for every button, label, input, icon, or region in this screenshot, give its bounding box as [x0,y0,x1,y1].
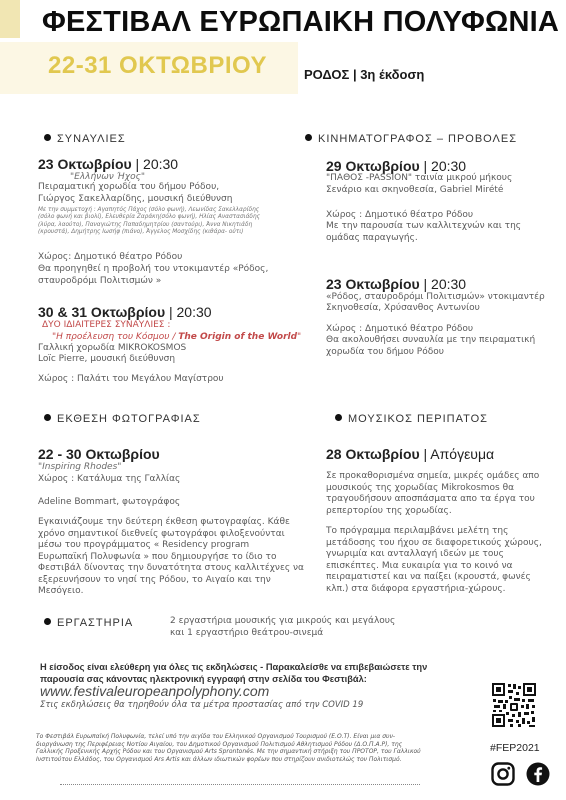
cinema2-venue: Χώρος : Δημοτικό θέατρο Ρόδου [326,324,474,334]
cinema2-film: «Ρόδος, σταυροδρόμι Πολιτισμών» ντοκιμαντέρ [326,292,545,302]
cinema1-director: Σενάριο και σκηνοθεσία, Gabriel Mirété [326,185,504,195]
concert2-work: "Η προέλευση του Κόσμου / The Origin of the World" [52,332,302,342]
festival-website-link[interactable]: www.festivaleuropeanpolyphony.com [40,683,270,699]
concert1-datetime: 23 Οκτωβρίου | 20:30 [38,156,179,172]
bullet-icon [335,414,342,421]
entry-notice: Η είσοδος είναι ελεύθερη για όλες τις εκδηλώσεις - Παρακαλείσθε να επιβεβαιώσετε την παρουσία σας κάνοντας ηλεκτρονική εγγραφή στην σελίδα του Φεστιβάλ: [40,662,428,684]
sponsors-text: Το Φεστιβάλ Ευρωπαϊκή Πολυφωνία, τελεί υπό την αιγίδα του Ελληνικού Οργανισμού Τουρισμού (Ε.Ο.Τ). Είναι μια συν- διοργάνωση της Περιφέρειας Νοτίου Αιγαίου, του Δημοτικού Οργανισμού Πολιτισμού Αθλητισμού Ρόδου (Δ.Ο.Π.Α.Ρ), της Γαλλικής Προξενικής Αρχής Ρόδου και του Οργανισμού Arts Sprontonés. Με την σημαντική στήριξη του ΠΡΟΤΟΡ, του Γαλλικού Ινστιτούτου Ελλάδος, του Οργανισμού Ars Artis και άλλων ιδιωτικών φορέων που στηρίζουν ανιδιοτελώς τον Πολιτισμό. [36,733,421,763]
photo-date: 22 - 30 Οκτωβρίου [38,446,160,462]
footer-divider [60,784,420,785]
photo-artist: Adeline Bommart, φωτογράφος [38,497,181,507]
qr-code-icon[interactable] [491,682,537,728]
photo-venue: Χώρος : Κατάλυμα της Γαλλίας [38,474,181,484]
bullet-icon [305,134,312,141]
facebook-icon[interactable] [526,762,550,786]
walk-description: Σε προκαθορισμένα σημεία, μικρές ομάδες απο μουσικούς της χορωδίας Mikrokosmos θα τραγουδήσουν αποσπάσματα απο τα έργα του ρεπερτορίου της χορωδίας. [326,471,540,516]
festival-title: ΦΕΣΤΙΒΑΛ ΕΥΡΩΠΑΙΚΗ ΠΟΛΥΦΩΝΙΑ [42,6,560,38]
cinema2-director: Σκηνοθεσία, Χρύσανθος Αντωνίου [326,303,480,313]
concert2-choir: Γαλλική χορωδία MIKROKOSMOS [38,343,187,353]
concert2-datetime: 30 & 31 Οκτωβρίου | 20:30 [38,304,212,320]
concert1-performers: Με την συμμετοχή : Αγαπητός Πάχος (σόλο φωνή), Λεωνίδας Σακελλαρίδης (σόλο φωνή και βιολί), Ελευθερία Ζαράκη(σόλο φωνή), Ηλίας Αναστασιάδης (λύρα, λαούτο), Παναγιώτης Παπαδημητρίου (σαντούρι), Άννα Νικητιάδη (κρουστά), Δημήτρης Ιωσήφ (πιάνο), Άγγελος Μοσχίδης (κιθάρα- ούτι) [38,207,261,236]
festival-dates: 22-31 ΟΚΤΩΒΡΙΟΥ [48,52,268,79]
workshops-description: 2 εργαστήρια μουσικής για μικρούς και μεγάλους και 1 εργαστήριο θεάτρου-σινεμά [170,616,396,638]
cinema1-note: Με την παρουσία των καλλιτεχνών και της ομάδας παραγωγής. [326,221,522,243]
concert1-venue: Χώρος: Δημοτικό θέατρο Ρόδου [38,252,183,262]
covid-note: Στις εκδηλώσεις θα τηρηθούν όλα τα μέτρα προστασίας από την COVID 19 [40,700,364,710]
concert1-note: Θα προηγηθεί η προβολή του ντοκιμαντέρ «Ρόδος, σταυροδρόμι Πολιτισμών » [38,264,269,286]
walk-datetime: 28 Οκτωβρίου | Απόγευμα [326,446,495,462]
cinema2-datetime: 23 Οκτωβρίου | 20:30 [326,276,467,292]
walk-heading: ΜΟΥΣΙΚΟΣ ΠΕΡΙΠΑΤΟΣ [335,413,488,425]
photo-description: Εγκαινιάζουμε την δεύτερη έκθεση φωτογραφίας. Κάθε χρόνο σημαντικοί διεθνείς φωτογράφοι φιλοξενούνται μέσω του προγράμματος « Residency program Ευρωπαϊκή Πολυφωνία » που δημιουργήσε το ίδιο το Φεστιβάλ δίνοντας την δυνατότητα στους καλλιτέχνες να εξερευνήσουν το νησί της Ρόδου, το Αιγαίο και την Μεσόγειο. [38,517,304,596]
hashtag: #FEP2021 [490,742,540,754]
photo-heading: ΕΚΘΕΣΗ ΦΩΤΟΓΡΑΦΙΑΣ [44,413,201,425]
concert1-title: "Ελλήνων Ήχος" [70,172,146,182]
edition-label: ΡΟΔΟΣ | 3η έκδοση [304,67,425,82]
instagram-icon[interactable] [491,762,515,786]
concert1-choir: Πειραματική χορωδία του δήμου Ρόδου, [38,182,220,192]
concerts-heading: ΣΥΝΑΥΛΙΕΣ [44,133,126,145]
workshops-heading: ΕΡΓΑΣΤΗΡΙΑ [44,617,133,629]
concert2-conductor: Loïc Pierre, μουσική διεύθυνση [38,354,176,364]
concert1-conductor: Γιώργος Σακελλαρίδης, μουσική διεύθυνση [38,194,233,204]
cinema1-venue: Χώρος : Δημοτικό θέατρο Ρόδου [326,210,474,220]
concert2-venue: Χώρος : Παλάτι του Μεγάλου Μαγίστρου [38,374,224,384]
header-accent [0,0,20,38]
photo-title: "Inspiring Rhodes" [38,462,122,472]
walk-program: Το πρόγραμμα περιλαμβάνει μελέτη της μετάδοσης του ήχου σε διαφορετικούς χώρους, γνωριμία και ανταλλαγή ιδεών με τους επισκέπτες. Μια ευκαιρία για το κοινό να πειραματιστεί και να παίξει (κρουστά, φωνές κλπ.) στα διάφορα εργαστήρια-χώρους. [326,526,542,594]
bullet-icon [44,414,51,421]
concert2-special: ΔΥΟ ΙΔΙΑΙΤΕΡΕΣ ΣΥΝΑΥΛΙΕΣ : [42,320,171,330]
cinema1-film: "ΠΑΘΟΣ -PASSION" ταινία μικρού μήκους [326,173,513,183]
cinema-heading: ΚΙΝΗΜΑΤΟΓΡΑΦΟΣ – ΠΡΟΒΟΛΕΣ [305,133,517,145]
bullet-icon [44,618,51,625]
cinema2-note: Θα ακολουθήσει συναυλία με την πειραματική χορωδία του δήμου Ρόδου [326,335,536,357]
bullet-icon [44,134,51,141]
cinema1-datetime: 29 Οκτωβρίου | 20:30 [326,158,467,174]
